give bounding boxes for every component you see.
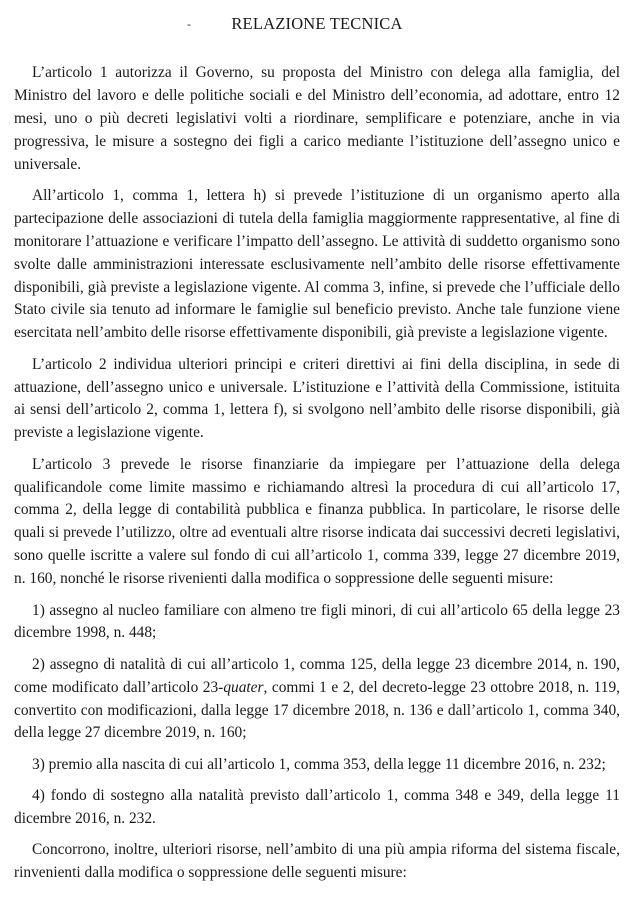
- page-mark: -: [187, 17, 191, 31]
- paragraph-article-3: L’articolo 3 prevede le risorse finanziarie da impiegare per l’attuazione della delega qualificandole come limite massimo e richiamando altresì la procedura di cui all’articolo 17, comma 2, della legge di contabilità pubblica e finanza pubblica. In particolare, le risorse delle quali si prevede l’utilizzo, oltre ad eventuali altre risorse indicata dai successivi decreti legislativi, sono quelle iscritte a valere sul fondo di cui all’articolo 1, comma 339, legge 27 dicembre 2019, n. 160, nonché le risorse rivenienti dalla modifica o soppressione delle seguenti misure:: [14, 455, 620, 588]
- list-item-1: 1) assegno al nucleo familiare con almeno tre figli minori, di cui all’articolo 65 della legge 23 dicembre 1998, n. 448;: [14, 601, 620, 642]
- list-item-4: 4) fondo di sostegno alla natalità previsto dall’articolo 1, comma 348 e 349, della legge 11 dicembre 2016, n. 232.: [14, 787, 620, 827]
- document-body: [14, 62, 620, 893]
- list-item-2-text-before: 2) assegno di natalità di cui all’articolo 1, comma 125, della legge 23 dicembre 2014, n. 190, come modificato dall’articolo 23-: [14, 655, 620, 696]
- list-item-2-text-after: , commi 1 e 2, del decreto-legge 23 ottobre 2018, n. 119, convertito con modificazioni, dalla legge 17 dicembre 2018, n. 136 e dall’articolo 1, comma 340, della legge 27 dicembre 2019, n. 160;: [14, 678, 620, 742]
- paragraph-article-1: L’articolo 1 autorizza il Governo, su proposta del Ministro con delega alla famiglia, del Ministro del lavoro e delle politiche sociali e del Ministro dell’economia, ad adottare, entro 12 mesi, uno o più decreti legislativi volti a riordinare, semplificare e potenziare, anche in via progressiva, le misure a sostegno dei figli a carico mediante l’istituzione dell’assegno unico e universale.: [14, 64, 620, 173]
- list-item-3: 3) premio alla nascita di cui all’articolo 1, comma 353, della legge 11 dicembre 2016, n. 232;: [32, 755, 606, 773]
- list-item-2-italic: quater: [223, 678, 264, 696]
- document-title: RELAZIONE TECNICA: [231, 14, 403, 33]
- list-item-2: [14, 654, 620, 746]
- paragraph-article-2: L’articolo 2 individua ulteriori principi e criteri direttivi ai fini della disciplina, in sede di attuazione, dell’assegno unico e universale. L’istituzione e l’attività della Commissione, istituita ai sensi dell’articolo 2, comma 1, lettera f), si svolgono nell’ambito delle risorse disponibili, già previste a legislazione vigente.: [14, 355, 620, 442]
- paragraph-concorrono: Concorrono, inoltre, ulteriori risorse, nell’ambito di una più ampia riforma del sistema fiscale, rinvenienti dalla modifica o soppressione delle seguenti misure:: [14, 841, 620, 882]
- paragraph-article-1-comma-1: All’articolo 1, comma 1, lettera h) si prevede l’istituzione di un organismo aperto alla partecipazione delle associazioni di tutela della famiglia maggiormente rappresentative, al fine di monitorare l’attuazione e verificare l’impatto dell’assegno. Le attività di suddetto organismo sono svolte dalle amministrazioni interessate esclusivamente nell’ambito delle risorse effettivamente disponibili, già previste a legislazione vigente. Al comma 3, infine, si prevede che l’ufficiale dello Stato civile sia tenuto ad informare le famiglie sul beneficio previsto. Anche tale funzione viene esercitata nell’ambito delle risorse effettivamente disponibili, già previste a legislazione vigente.: [14, 186, 620, 342]
